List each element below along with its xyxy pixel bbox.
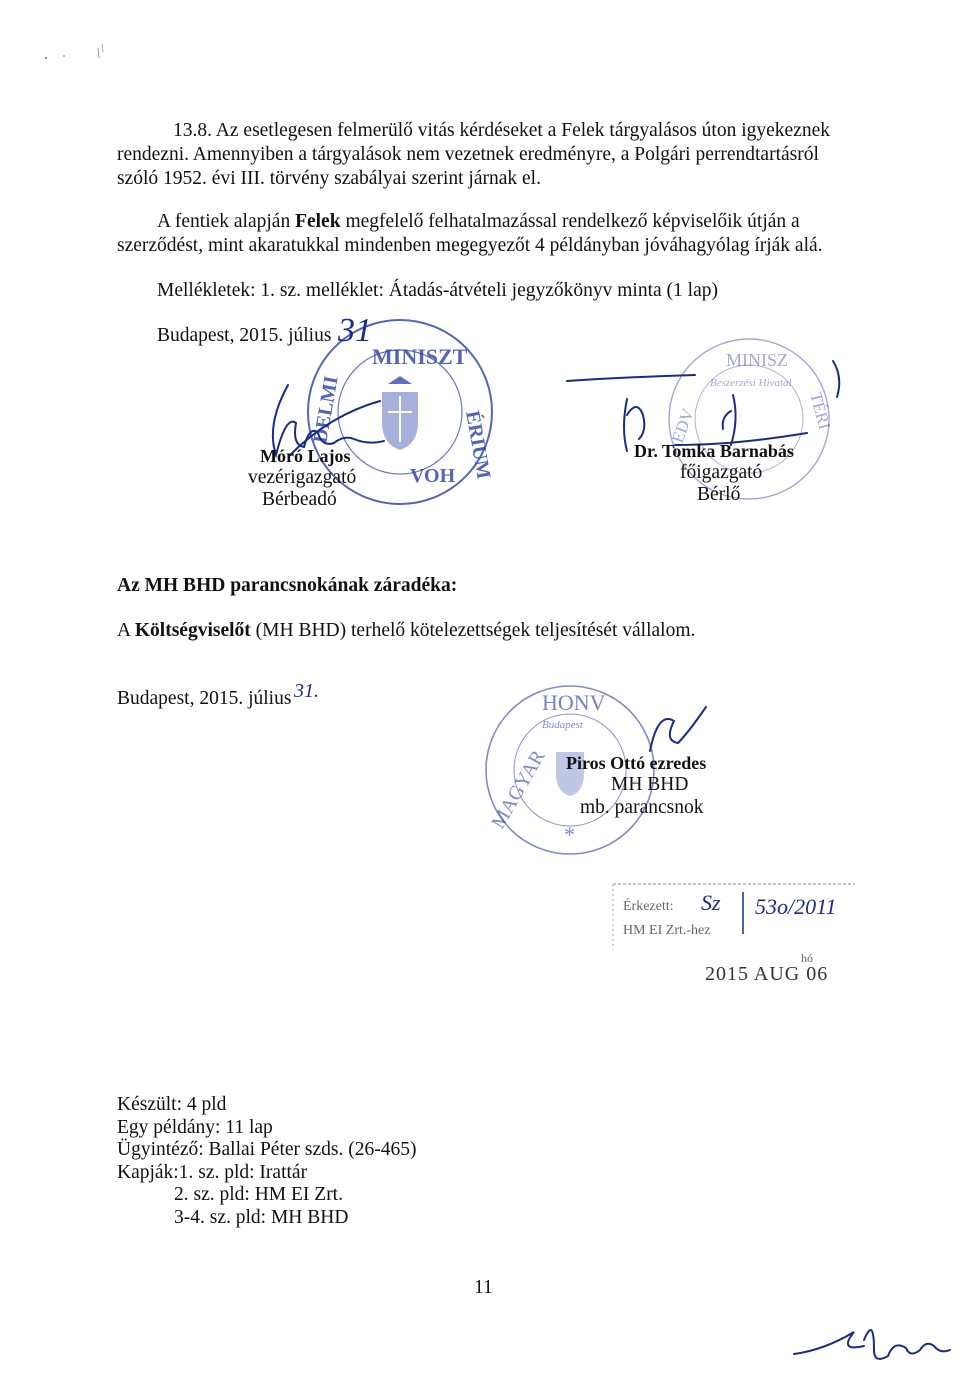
svg-text:Budapest: Budapest <box>542 719 583 731</box>
endorsement-bold: Költségviselőt <box>134 620 251 641</box>
footer-info <box>117 1094 416 1229</box>
svg-text:HONV: HONV <box>542 690 606 715</box>
footer-copy: Egy példány: 11 lap <box>117 1116 273 1138</box>
lessee-name: Dr. Tomka Barnabás <box>634 441 794 461</box>
scan-noise <box>40 30 140 70</box>
lessor-name: Móró Lajos <box>260 446 351 466</box>
lessee-role: Bérlő <box>697 484 741 505</box>
section-13-8-line-3: szóló 1952. évi III. törvény szabályai szerint járnak el. <box>117 168 541 189</box>
signature-piros <box>640 705 710 755</box>
stamp-right-right: TÉRI <box>806 390 834 432</box>
stamp-left-right: ÉRIUM <box>461 409 495 481</box>
closing-line-1 <box>117 211 845 233</box>
stamp-right-left: EDV <box>667 406 698 446</box>
section-13-8-line-1: 13.8. Az esetlegesen felmerülő vitás kérdéseket a Felek tárgyalásos úton igyekeznek <box>173 120 831 141</box>
stamp-left-bottom: VOH <box>410 465 456 487</box>
reg-date: 2015 AUG 06 <box>705 963 829 980</box>
endorsement-post: (MH BHD) terhelő kötelezettségek teljesítését vállalom. <box>250 620 696 641</box>
footer-recipient-3: 3-4. sz. pld: MH BHD <box>174 1206 349 1228</box>
stamp-left-top: MINISZT <box>372 344 468 369</box>
closing-line-2: szerződést, mint akaratukkal mindenben megegyezőt 4 példányban jóváhagyólag írják alá. <box>117 235 823 256</box>
footer-made: Készült: 4 pld <box>117 1094 227 1115</box>
reg-ho: hó <box>801 951 813 965</box>
footer-clerk: Ügyintéző: Ballai Péter szds. (26-465) <box>117 1139 417 1160</box>
svg-text:MAGYAR: MAGYAR <box>487 746 550 833</box>
closing-post: megfelelő felhatalmazással rendelkező képviselőik útján a <box>340 211 800 232</box>
page-number: 11 <box>474 1277 493 1298</box>
commander-name: Piros Ottó ezredes <box>566 753 707 773</box>
handwritten-day-2: 31. <box>294 680 319 702</box>
stamp-right-inner: Beszerzési Hivatal <box>710 377 792 389</box>
attachments: Mellékletek: 1. sz. melléklet: Átadás-átvételi jegyzőkönyv minta (1 lap) <box>157 280 718 301</box>
lessor-title: vezérigazgató <box>248 467 357 488</box>
closing-pre: A fentiek alapján <box>157 211 296 232</box>
closing-paragraph <box>117 211 845 257</box>
svg-text:*: * <box>564 822 575 847</box>
stamp-right-top: MINISZ <box>726 350 788 370</box>
reg-number: 53o/2011 <box>755 894 837 919</box>
lessor-role: Bérbeadó <box>262 489 337 510</box>
section-13-8-line-2: rendezni. Amennyiben a tárgyalások nem vezetnek eredményre, a Polgári perrendtartásról <box>117 144 819 165</box>
section-13-8 <box>117 120 845 190</box>
endorsement-pre: A <box>117 620 135 641</box>
reg-company: HM EI Zrt.-hez <box>623 923 711 938</box>
place-date-1: Budapest, 2015. július <box>157 325 332 346</box>
commander-title: mb. parancsnok <box>580 797 704 818</box>
stamp-left-left: DELMI <box>309 374 343 445</box>
commander-unit: MH BHD <box>611 774 689 795</box>
place-date-2: Budapest, 2015. július <box>117 688 292 709</box>
endorsement-body <box>117 620 695 642</box>
footer-recipient-2: 2. sz. pld: HM EI Zrt. <box>174 1184 343 1205</box>
closing-felek: Felek <box>295 211 341 232</box>
registration-stamp <box>605 870 860 980</box>
handwritten-day-1: 31 <box>338 312 372 349</box>
initials-signature <box>790 1310 960 1370</box>
footer-recipient-1: Kapják:1. sz. pld: Irattár <box>117 1161 308 1183</box>
lessee-title: főigazgató <box>680 462 763 483</box>
reg-arrived: Érkezett: <box>623 899 674 914</box>
endorsement-heading: Az MH BHD parancsnokának záradéka: <box>117 575 458 596</box>
reg-prefix: Sz <box>701 890 721 915</box>
